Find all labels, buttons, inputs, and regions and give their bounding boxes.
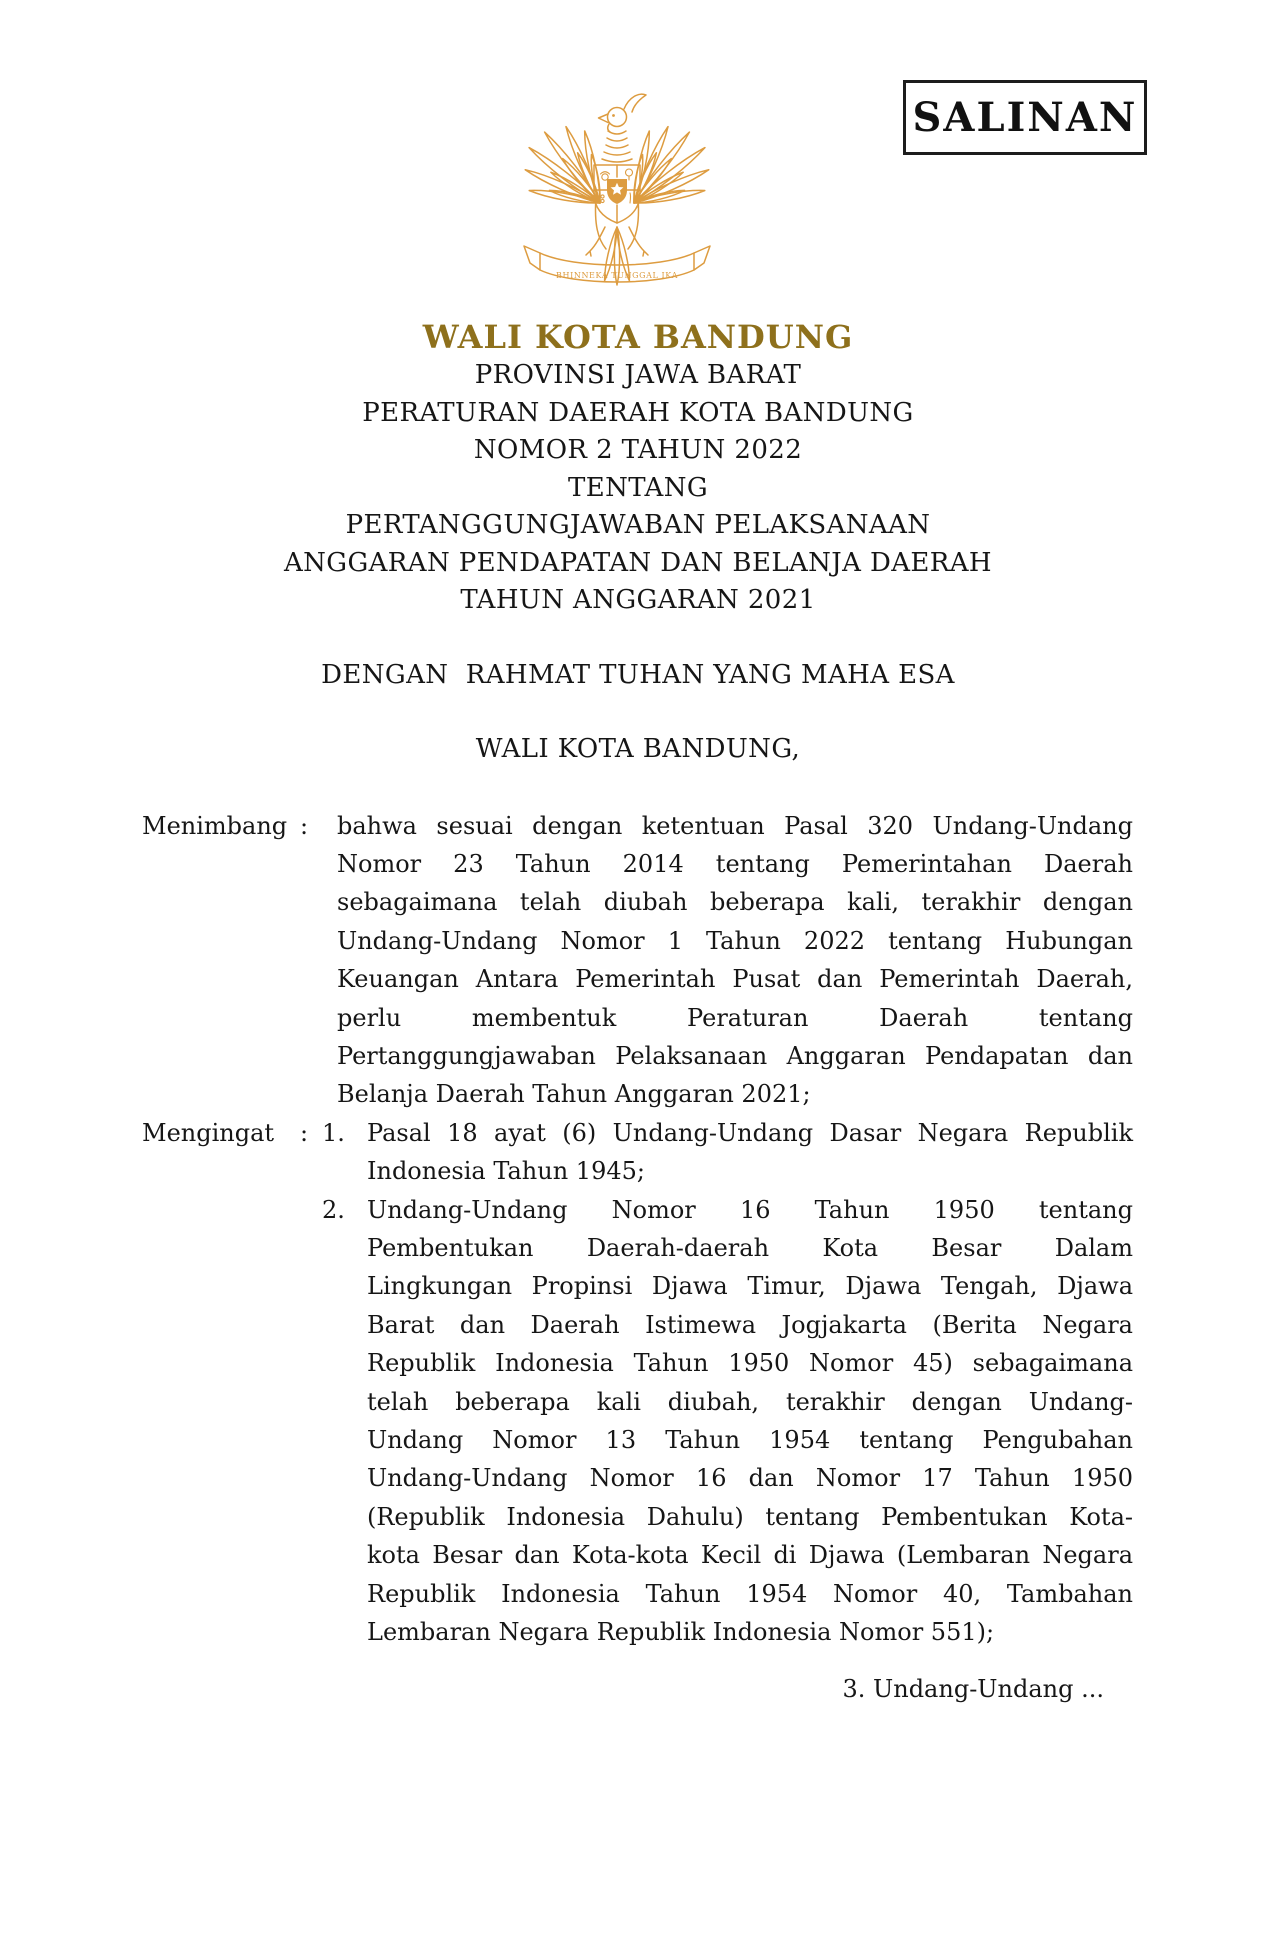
text-line: Republik Indonesia Tahun 1950 Nomor 45) sebagaimana <box>367 1349 1133 1378</box>
text-line: PERTANGGUNGJAWABAN PELAKSANAAN <box>345 510 931 540</box>
text-line: TAHUN ANGGARAN 2021 <box>460 585 816 615</box>
mengingat-label <box>142 1114 337 1152</box>
text-line: PROVINSI JAWA BARAT <box>474 360 802 390</box>
legal-basis-item-1 <box>322 1114 1133 1191</box>
document-heading <box>0 357 1276 620</box>
menimbang-label <box>142 807 337 845</box>
text-line: ANGGARAN PENDAPATAN DAN BELANJA DAERAH <box>283 547 993 578</box>
text-line: NOMOR 2 TAHUN 2022 <box>473 435 803 465</box>
text-line: telah beberapa kali diubah, terakhir dengan Undang- <box>367 1387 1133 1416</box>
text-line: Pertanggungjawaban Pelaksanaan Anggaran Pendapatan dan <box>337 1041 1133 1070</box>
text-line: Undang-Undang Nomor 1 Tahun 2022 tentang Hubungan <box>337 926 1133 955</box>
menimbang-paragraph <box>337 807 1133 1114</box>
text-line: sebagaimana telah diubah beberapa kali, terakhir dengan <box>337 888 1133 917</box>
salinan-stamp <box>903 80 1147 155</box>
text-line: Barat dan Daerah Istimewa Jogjakarta (Berita Negara <box>367 1310 1133 1339</box>
mengingat-colon: : <box>300 1118 309 1147</box>
text-line: Undang Nomor 13 Tahun 1954 tentang Pengubahan <box>367 1426 1133 1454</box>
mengingat-list <box>322 1114 1133 1652</box>
text-line: Republik Indonesia Tahun 1954 Nomor 40, Tambahan <box>367 1579 1133 1608</box>
text-line: Nomor 23 Tahun 2014 tentang Pemerintahan Daerah <box>337 849 1133 878</box>
emblem-motto: BHINNEKA TUNGGAL IKA <box>556 271 678 280</box>
mengingat-label-text: Mengingat <box>142 1118 275 1147</box>
salinan-stamp-label: SALINAN <box>912 94 1138 141</box>
text-line: Belanja Daerah Tahun Anggaran 2021; <box>337 1080 811 1109</box>
text-line: Lembaran Negara Republik Indonesia Nomor 551); <box>367 1618 995 1647</box>
text-line: PERATURAN DAERAH KOTA BANDUNG <box>362 397 914 428</box>
text-line: Undang-Undang Nomor 16 Tahun 1950 tentang <box>367 1195 1133 1224</box>
text-line: TENTANG <box>567 472 709 503</box>
considerations-section <box>142 807 1133 1652</box>
text-line: Indonesia Tahun 1945; <box>367 1157 645 1186</box>
menimbang-colon: : <box>300 811 309 840</box>
authority-title: WALI KOTA BANDUNG <box>422 318 854 356</box>
text-line: Lingkungan Propinsi Djawa Timur, Djawa Tengah, Djawa <box>367 1272 1133 1301</box>
text-line: Keuangan Antara Pemerintah Pusat dan Pemerintah Daerah, <box>337 965 1133 994</box>
item-text <box>367 1191 1133 1652</box>
invocation-line: DENGAN RAHMAT TUHAN YANG MAHA ESA <box>321 659 955 690</box>
garuda-pancasila-emblem <box>512 77 722 320</box>
text-line: Pasal 18 ayat (6) Undang-Undang Dasar Negara Republik <box>367 1118 1133 1147</box>
item-number: 1. <box>322 1118 345 1147</box>
item-number: 2. <box>322 1195 345 1224</box>
menimbang-row <box>142 807 1133 1114</box>
text-line: perlu membentuk Peraturan Daerah tentang <box>337 1003 1133 1032</box>
text-line: Pembentukan Daerah-daerah Kota Besar Dalam <box>367 1233 1133 1262</box>
text-line: Undang-Undang Nomor 16 dan Nomor 17 Tahun 1950 <box>367 1464 1133 1493</box>
text-line: kota Besar dan Kota-kota Kecil di Djawa (Lembaran Negara <box>367 1541 1133 1570</box>
mengingat-row <box>142 1114 1133 1652</box>
text-line: (Republik Indonesia Dahulu) tentang Pembentukan Kota- <box>367 1502 1133 1531</box>
menimbang-label-text: Menimbang <box>142 811 288 840</box>
text-line: bahwa sesuai dengan ketentuan Pasal 320 Undang-Undang <box>337 811 1133 840</box>
official-name-line: WALI KOTA BANDUNG, <box>475 734 801 764</box>
catchword-line: 3. Undang-Undang ... <box>842 1675 1104 1704</box>
garuda-pancasila-icon <box>512 77 722 320</box>
item-text <box>367 1114 1133 1191</box>
legal-basis-item-2 <box>322 1191 1133 1652</box>
